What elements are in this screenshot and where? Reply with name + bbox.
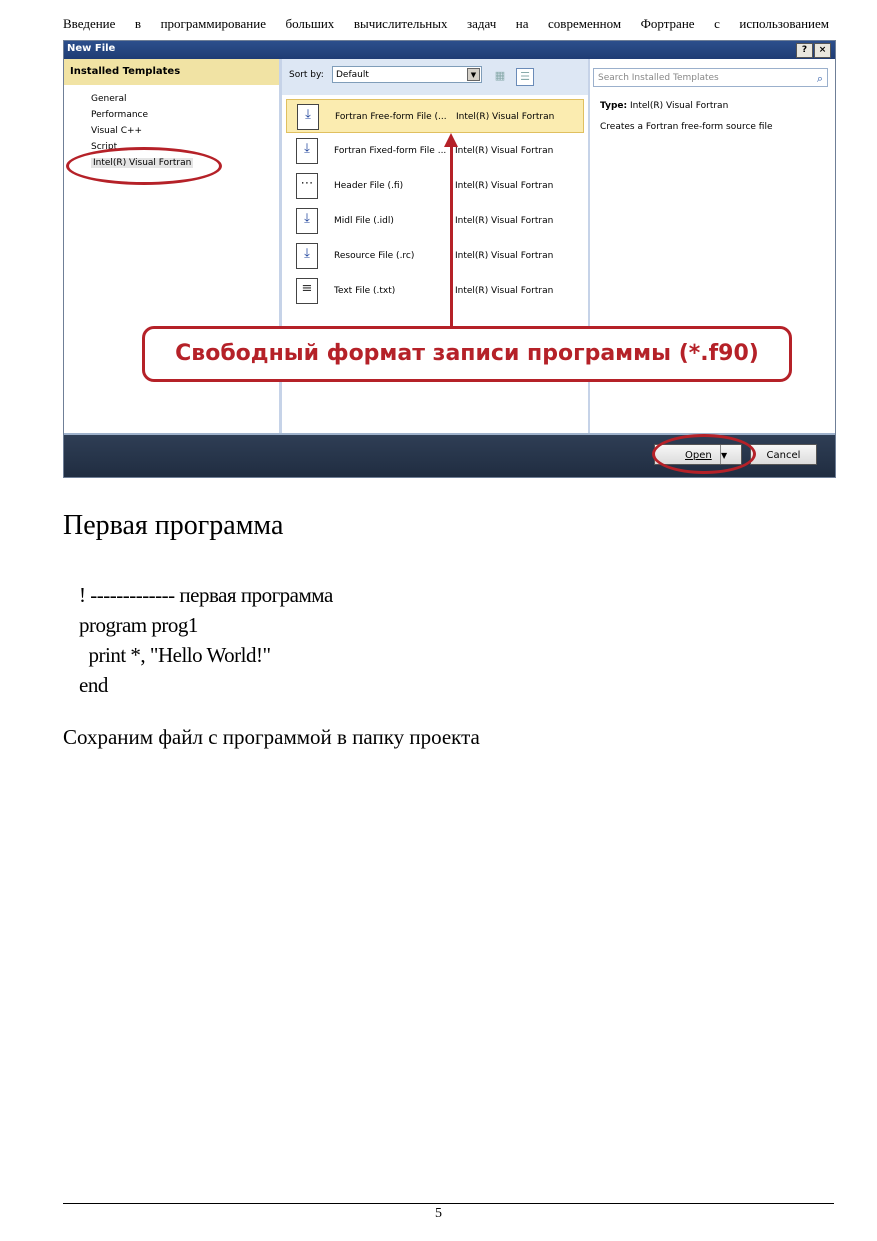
fortran-file-icon: ⤓	[296, 138, 318, 164]
running-header: Введение в программирование больших вычислительных задач на современном Фортране с использованием	[63, 16, 829, 31]
file-row-resource-file[interactable]	[286, 239, 584, 273]
search-input[interactable]	[593, 68, 828, 87]
cancel-button[interactable]: Cancel	[750, 444, 817, 465]
code-block	[79, 580, 333, 700]
file-name: Resource File (.rc)	[334, 251, 415, 261]
file-row-midl-file[interactable]	[286, 204, 584, 238]
page-number: 5	[435, 1206, 442, 1221]
category-intel-visual-fortran[interactable]: Intel(R) Visual Fortran	[93, 158, 192, 168]
file-type: Intel(R) Visual Fortran	[455, 181, 554, 191]
code-line: program prog1	[79, 613, 198, 637]
type-value: Intel(R) Visual Fortran	[629, 101, 729, 111]
template-description: Creates a Fortran free-form source file	[600, 122, 773, 132]
body-paragraph: Сохраним файл с программой в папку проекта	[63, 725, 480, 749]
resource-file-icon: ⤓	[296, 243, 318, 269]
medium-icons-view-icon[interactable]: ▦	[494, 69, 506, 82]
text-file-icon: ≡	[296, 278, 318, 304]
file-type: Intel(R) Visual Fortran	[455, 251, 554, 261]
file-row-fortran-fixed-form[interactable]	[286, 134, 584, 168]
dialog-titlebar	[64, 41, 835, 59]
type-label: Type:	[600, 101, 628, 111]
annotation-ring-category	[66, 147, 222, 185]
file-type: Intel(R) Visual Fortran	[455, 286, 554, 296]
file-row-header-file[interactable]	[286, 169, 584, 203]
chevron-down-icon[interactable]: ▼	[467, 68, 480, 81]
open-label: Open	[685, 450, 712, 461]
installed-templates-heading: Installed Templates	[64, 59, 279, 85]
annotation-callout: Свободный формат записи программы (*.f90)	[142, 326, 792, 382]
search-placeholder: Search Installed Templates	[598, 73, 719, 83]
details-view-icon[interactable]: ☰	[516, 68, 534, 86]
file-name: Text File (.txt)	[334, 286, 396, 296]
sort-value: Default	[336, 70, 369, 80]
section-title: Первая программа	[63, 510, 284, 541]
search-icon[interactable]: ⌕	[816, 72, 823, 85]
file-type: Intel(R) Visual Fortran	[455, 216, 554, 226]
midl-file-icon: ⤓	[296, 208, 318, 234]
file-type: Intel(R) Visual Fortran	[455, 146, 554, 156]
sort-dropdown[interactable]	[332, 66, 482, 83]
code-line: ! ------------- первая программа	[79, 583, 333, 607]
file-row-text-file[interactable]	[286, 274, 584, 308]
code-line: end	[79, 673, 108, 697]
sort-label: Sort by:	[289, 70, 324, 80]
category-visual-cpp[interactable]: Visual C++	[91, 126, 143, 136]
annotation-ring-open	[652, 434, 756, 474]
chevron-down-icon[interactable]: ▼	[720, 445, 741, 464]
file-row-fortran-free-form[interactable]	[286, 99, 584, 133]
file-name: Header File (.fi)	[334, 181, 404, 191]
help-button[interactable]: ?	[796, 43, 813, 58]
file-name: Fortran Fixed-form File ...	[334, 146, 447, 156]
category-general[interactable]: General	[91, 94, 127, 104]
close-button[interactable]: ×	[814, 43, 831, 58]
annotation-arrow-shaft	[450, 145, 453, 327]
new-file-dialog-screenshot	[63, 40, 836, 478]
type-line	[600, 101, 728, 111]
footer-rule	[63, 1203, 834, 1204]
annotation-arrow-head	[444, 133, 458, 147]
category-script[interactable]: Script	[91, 142, 118, 152]
code-line: print *, "Hello World!"	[79, 643, 271, 667]
fortran-file-icon: ⤓	[297, 104, 319, 130]
file-name: Fortran Free-form File (...	[335, 112, 447, 122]
category-performance[interactable]: Performance	[91, 110, 149, 120]
file-type: Intel(R) Visual Fortran	[456, 112, 555, 122]
dialog-title: New File	[67, 43, 116, 54]
file-name: Midl File (.idl)	[334, 216, 394, 226]
sort-toolbar	[282, 59, 588, 95]
header-file-icon: ⋯	[296, 173, 318, 199]
